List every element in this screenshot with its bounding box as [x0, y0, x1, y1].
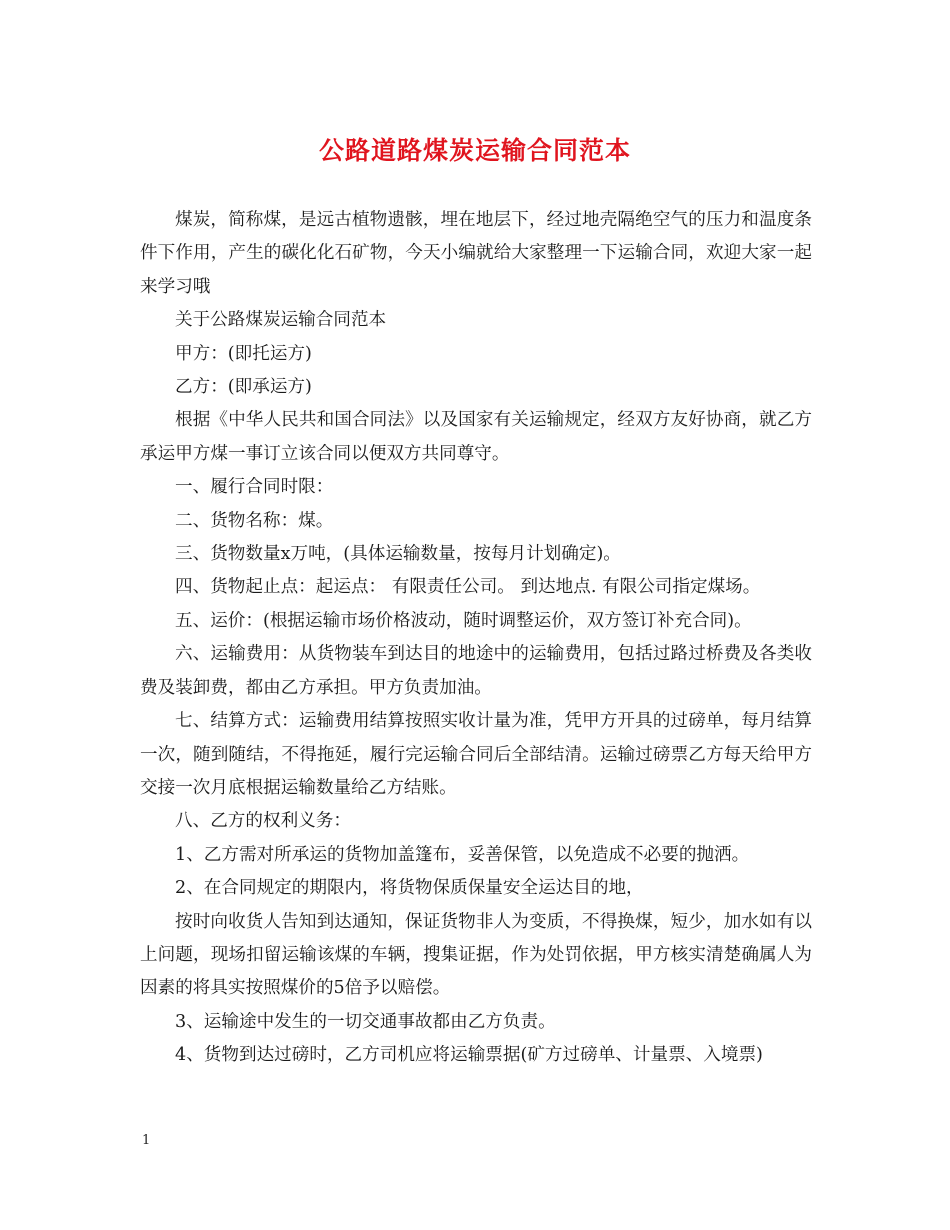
paragraph-heading: 关于公路煤炭运输合同范本: [175, 310, 387, 331]
clause-5: 五、运价：(根据运输市场价格波动，随时调整运价，双方签订补充合同)。: [175, 610, 752, 631]
clause-8-item-2: 2、在合同规定的期限内，将货物保质保量安全运达目的地，: [175, 878, 644, 899]
paragraph-party-a: 甲方：(即托运方): [175, 343, 312, 364]
clause-8-item-4: 4、货物到达过磅时，乙方司机应将运输票据(矿方过磅单、计量票、入境票): [175, 1045, 763, 1066]
clause-8-item-1: 1、乙方需对所承运的货物加盖篷布，妥善保管，以免造成不必要的抛洒。: [175, 844, 750, 865]
paragraph-intro: 煤炭，简称煤，是远古植物遗骸，埋在地层下，经过地壳隔绝空气的压力和温度条件下作用，产生的碳化化石矿物，今天小编就给大家整理一下运输合同，欢迎大家一起来学习哦: [140, 210, 812, 297]
clause-1: 一、履行合同时限：: [175, 477, 334, 498]
clause-6: 六、运输费用：从货物装车到达目的地途中的运输费用，包括过路过桥费及各类收费及装卸费，都由乙方承担。甲方负责加油。: [140, 644, 812, 698]
paragraph-basis: 根据《中华人民共和国合同法》以及国家有关运输规定，经双方友好协商，就乙方承运甲方煤一事订立该合同以便双方共同尊守。: [140, 410, 812, 464]
document-body: [140, 204, 812, 1073]
paragraph-party-b: 乙方：(即承运方): [175, 377, 312, 398]
clause-2: 二、货物名称：煤。: [175, 510, 334, 531]
clause-4: 四、货物起止点：起运点： 有限责任公司。 到达地点. 有限公司指定煤场。: [175, 577, 761, 598]
clause-8-item-3: 3、运输途中发生的一切交通事故都由乙方负责。: [175, 1011, 556, 1032]
clause-8-item-2-cont: 按时向收货人告知到达通知，保证货物非人为变质，不得换煤，短少，加水如有以上问题，现场扣留运输该煤的车辆，搜集证据，作为处罚依据，甲方核实清楚确属人为因素的将具实按照煤价的5倍予以赔偿。: [140, 911, 812, 999]
clause-7: 七、结算方式：运输费用结算按照实收计量为准，凭甲方开具的过磅单，每月结算一次，随到随结，不得拖延，履行完运输合同后全部结清。运输过磅票乙方每天给甲方交接一次月底根据运输数量给乙方结账。: [140, 711, 812, 798]
clause-8: 八、乙方的权利义务：: [175, 811, 351, 832]
page-number: 1: [142, 1133, 151, 1148]
document-title: 公路道路煤炭运输合同范本: [318, 136, 631, 165]
clause-3: 三、货物数量x万吨，(具体运输数量，按每月计划确定)。: [175, 544, 621, 565]
